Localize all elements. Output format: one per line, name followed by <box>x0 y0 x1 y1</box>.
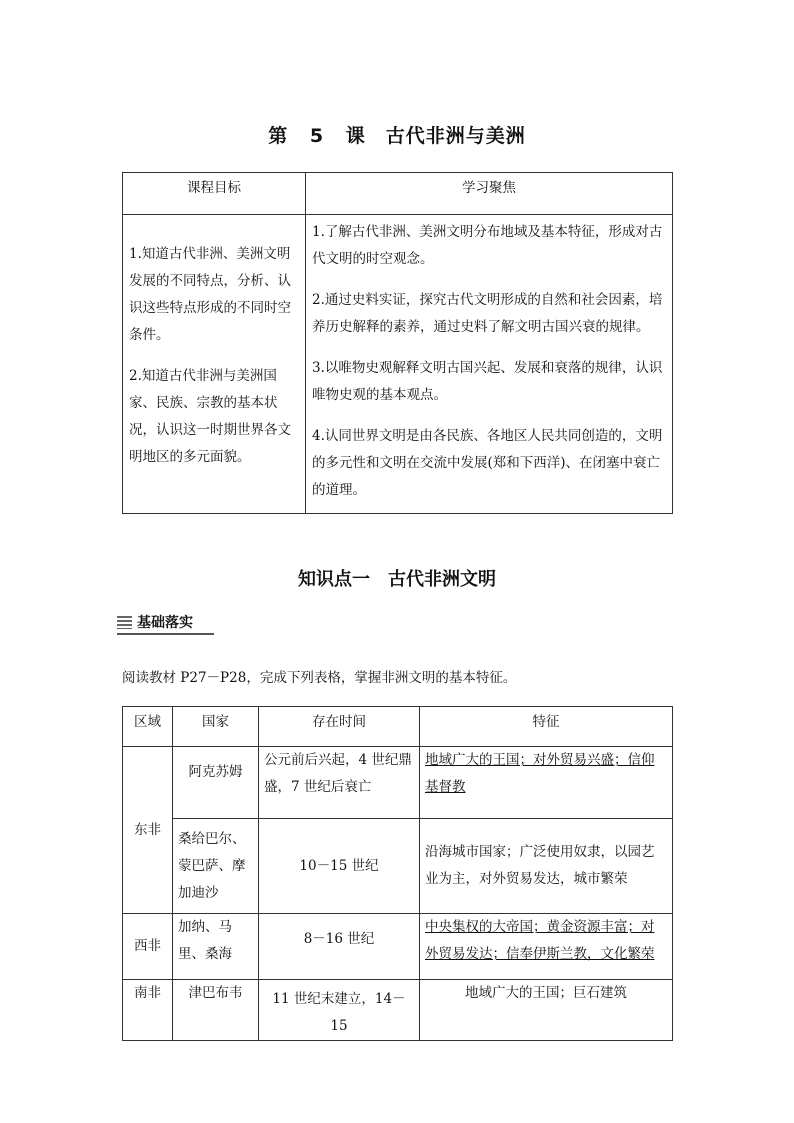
civilization-table <box>122 706 673 1041</box>
table-row-time: 8－16 世纪 <box>259 914 420 980</box>
objectives-cell <box>123 215 306 514</box>
region-east: 东非 <box>123 747 173 914</box>
table-row-feature: 中央集权的大帝国；黄金资源丰富；对外贸易发达；信奉伊斯兰教，文化繁荣 <box>420 914 673 980</box>
focus-1: 1.了解古代非洲、美洲文明分布地域及基本特征，形成对古代文明的时空观念。 <box>312 224 663 267</box>
objective-1: 1.知道古代非洲、美洲文明发展的不同特点，分析、认识这些特点形成的不同时空条件。 <box>129 246 291 343</box>
table-row-time: 11 世纪末建立，14－15 <box>259 980 420 1041</box>
badge-label: 基础落实 <box>137 615 193 631</box>
section-badge <box>117 612 214 635</box>
focus-cell <box>306 215 673 514</box>
list-icon <box>117 616 132 629</box>
table-row-time: 公元前后兴起，4 世纪鼎盛，7 世纪后衰亡 <box>259 747 420 819</box>
region-west: 西非 <box>123 914 173 980</box>
header-focus: 学习聚焦 <box>306 173 673 215</box>
header-feature: 特征 <box>420 707 673 747</box>
header-time: 存在时间 <box>259 707 420 747</box>
objective-2: 2.知道古代非洲与美洲国家、民族、宗教的基本状况，认识这一时期世界各文明地区的多元面貌。 <box>129 368 291 465</box>
header-country: 国家 <box>173 707 259 747</box>
section-title: 知识点一 古代非洲文明 <box>298 569 496 590</box>
table-row-time: 10－15 世纪 <box>259 819 420 914</box>
table-row-country: 加纳、马里、桑海 <box>173 914 259 980</box>
table-row-country: 阿克苏姆 <box>173 747 259 819</box>
focus-3: 3.以唯物史观解释文明古国兴起、发展和衰落的规律，认识唯物史观的基本观点。 <box>312 360 663 403</box>
header-objectives: 课程目标 <box>123 173 306 215</box>
table-row-country: 桑给巴尔、蒙巴萨、摩加迪沙 <box>173 819 259 914</box>
header-region: 区域 <box>123 707 173 747</box>
table-row-feature: 地域广大的王国；对外贸易兴盛；信仰基督教 <box>420 747 673 819</box>
goals-table <box>122 172 673 514</box>
table-row-country: 津巴布韦 <box>173 980 259 1041</box>
page-title: 第 5 课 古代非洲与美洲 <box>268 125 526 147</box>
table-row-feature: 地域广大的王国；巨石建筑 <box>420 980 673 1041</box>
focus-2: 2.通过史料实证，探究古代文明形成的自然和社会因素，培养历史解释的素养，通过史料了解文明古国兴衰的规律。 <box>312 292 663 335</box>
instruction-text: 阅读教材 P27－P28，完成下列表格，掌握非洲文明的基本特征。 <box>122 670 517 686</box>
table-row-feature: 沿海城市国家；广泛使用奴隶，以园艺业为主，对外贸易发达，城市繁荣 <box>420 819 673 914</box>
region-south: 南非 <box>123 980 173 1041</box>
focus-4: 4.认同世界文明是由各民族、各地区人民共同创造的，文明的多元性和文明在交流中发展(郑和下西洋)、在闭塞中衰亡的道理。 <box>312 428 663 498</box>
